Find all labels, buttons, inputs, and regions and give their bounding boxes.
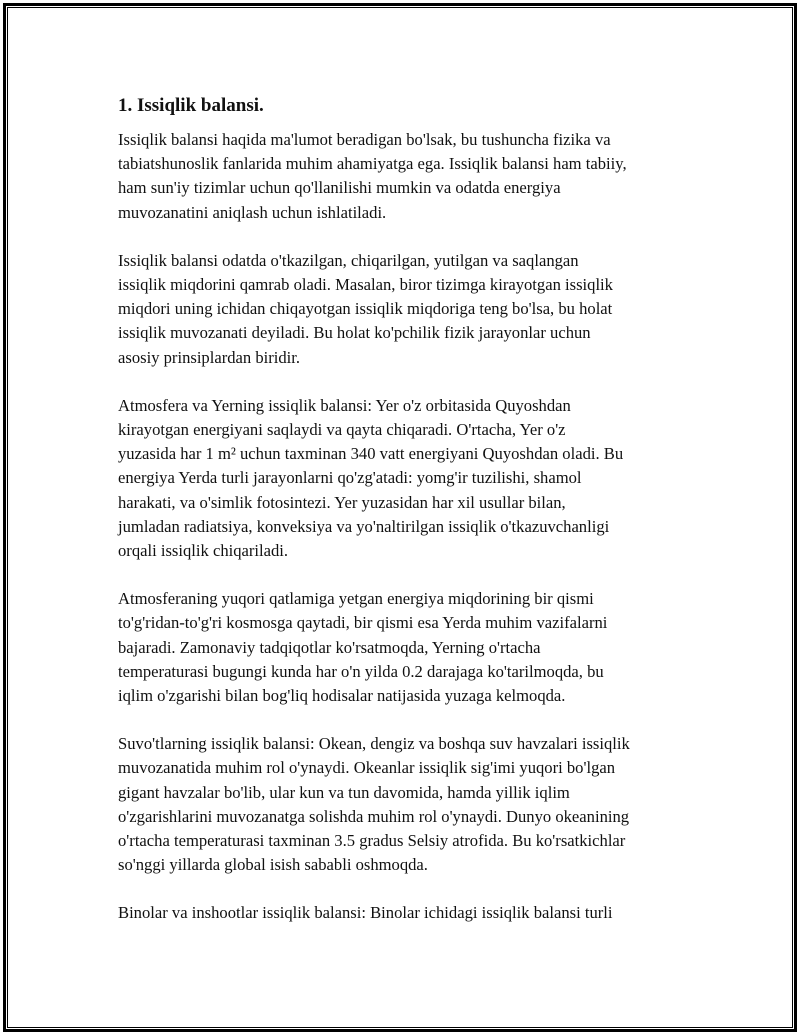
paragraph-buildings — [118, 901, 698, 925]
text-line: issiqlik muvozanati deyiladi. Bu holat ko'pchilik fizik jarayonlar uchun — [118, 323, 591, 343]
text-line: temperaturasi bugungi kunda har o'n yilda 0.2 darajaga ko'tarilmoqda, bu — [118, 661, 604, 681]
text-line: yuzasida har 1 m² uchun taxminan 340 vatt energiyani Quyoshdan oladi. Bu — [118, 444, 624, 464]
document-body — [118, 94, 698, 950]
paragraph-intro — [118, 128, 698, 225]
text-line: gigant havzalar bo'lib, ular kun va tun davomida, hamda yillik iqlim — [118, 782, 570, 802]
text-line: energiya Yerda turli jarayonlarni qo'zg'atadi: yomg'ir tuzilishi, shamol — [118, 468, 582, 488]
paragraph-upper-atmosphere — [118, 587, 698, 708]
paragraph-water-bodies — [118, 732, 698, 877]
text-line: o'rtacha temperaturasi taxminan 3.5 gradus Selsiy atrofida. Bu ko'rsatkichlar — [118, 831, 626, 851]
text-line: kirayotgan energiyani saqlaydi va qayta chiqaradi. O'rtacha, Yer o'z — [118, 420, 566, 440]
text-line: bajaradi. Zamonaviy tadqiqotlar ko'rsatmoqda, Yerning o'rtacha — [118, 637, 541, 657]
text-line: harakati, va o'simlik fotosintezi. Yer yuzasidan har xil usullar bilan, — [118, 492, 566, 512]
text-line: muvozanatida muhim rol o'ynaydi. Okeanlar issiqlik sig'imi yuqori bo'lgan — [118, 758, 616, 778]
text-line: Atmosferaning yuqori qatlamiga yetgan energiya miqdorining bir qismi — [118, 589, 594, 609]
text-line: ham sun'iy tizimlar uchun qo'llanilishi mumkin va odatda energiya — [118, 178, 561, 198]
text-line: asosiy prinsiplardan biridir. — [118, 347, 301, 367]
text-line: muvozanatini aniqlash uchun ishlatiladi. — [118, 202, 387, 222]
text-line: Suvo'tlarning issiqlik balansi: Okean, dengiz va boshqa suv havzalari issiqlik — [118, 734, 630, 754]
text-line: so'nggi yillarda global isish sababli oshmoqda. — [118, 855, 428, 875]
paragraph-atmosphere-earth — [118, 394, 698, 563]
text-line: issiqlik miqdorini qamrab oladi. Masalan, biror tizimga kirayotgan issiqlik — [118, 275, 613, 295]
text-line: o'zgarishlarini muvozanatga solishda muhim rol o'ynaydi. Dunyo okeanining — [118, 806, 630, 826]
text-line: Atmosfera va Yerning issiqlik balansi: Yer o'z orbitasida Quyoshdan — [118, 395, 571, 415]
text-line: to'g'ridan-to'g'ri kosmosga qaytadi, bir qismi esa Yerda muhim vazifalarni — [118, 613, 608, 633]
text-line: Binolar va inshootlar issiqlik balansi: Binolar ichidagi issiqlik balansi turli — [118, 903, 613, 923]
text-line: jumladan radiatsiya, konveksiya va yo'naltirilgan issiqlik o'tkazuvchanligi — [118, 516, 610, 536]
text-line: miqdori uning ichidan chiqayotgan issiqlik miqdoriga teng bo'lsa, bu holat — [118, 299, 613, 319]
text-line: iqlim o'zgarishi bilan bog'liq hodisalar natijasida yuzaga kelmoqda. — [118, 686, 566, 706]
text-line: tabiatshunoslik fanlarida muhim ahamiyatga ega. Issiqlik balansi ham tabiiy, — [118, 154, 627, 174]
text-line: Issiqlik balansi haqida ma'lumot beradigan bo'lsak, bu tushuncha fizika va — [118, 130, 611, 149]
section-heading: 1. Issiqlik balansi. — [118, 95, 264, 116]
text-line: orqali issiqlik chiqariladi. — [118, 541, 289, 561]
paragraph-components — [118, 249, 698, 370]
text-line: Issiqlik balansi odatda o'tkazilgan, chiqarilgan, yutilgan va saqlangan — [118, 250, 579, 270]
